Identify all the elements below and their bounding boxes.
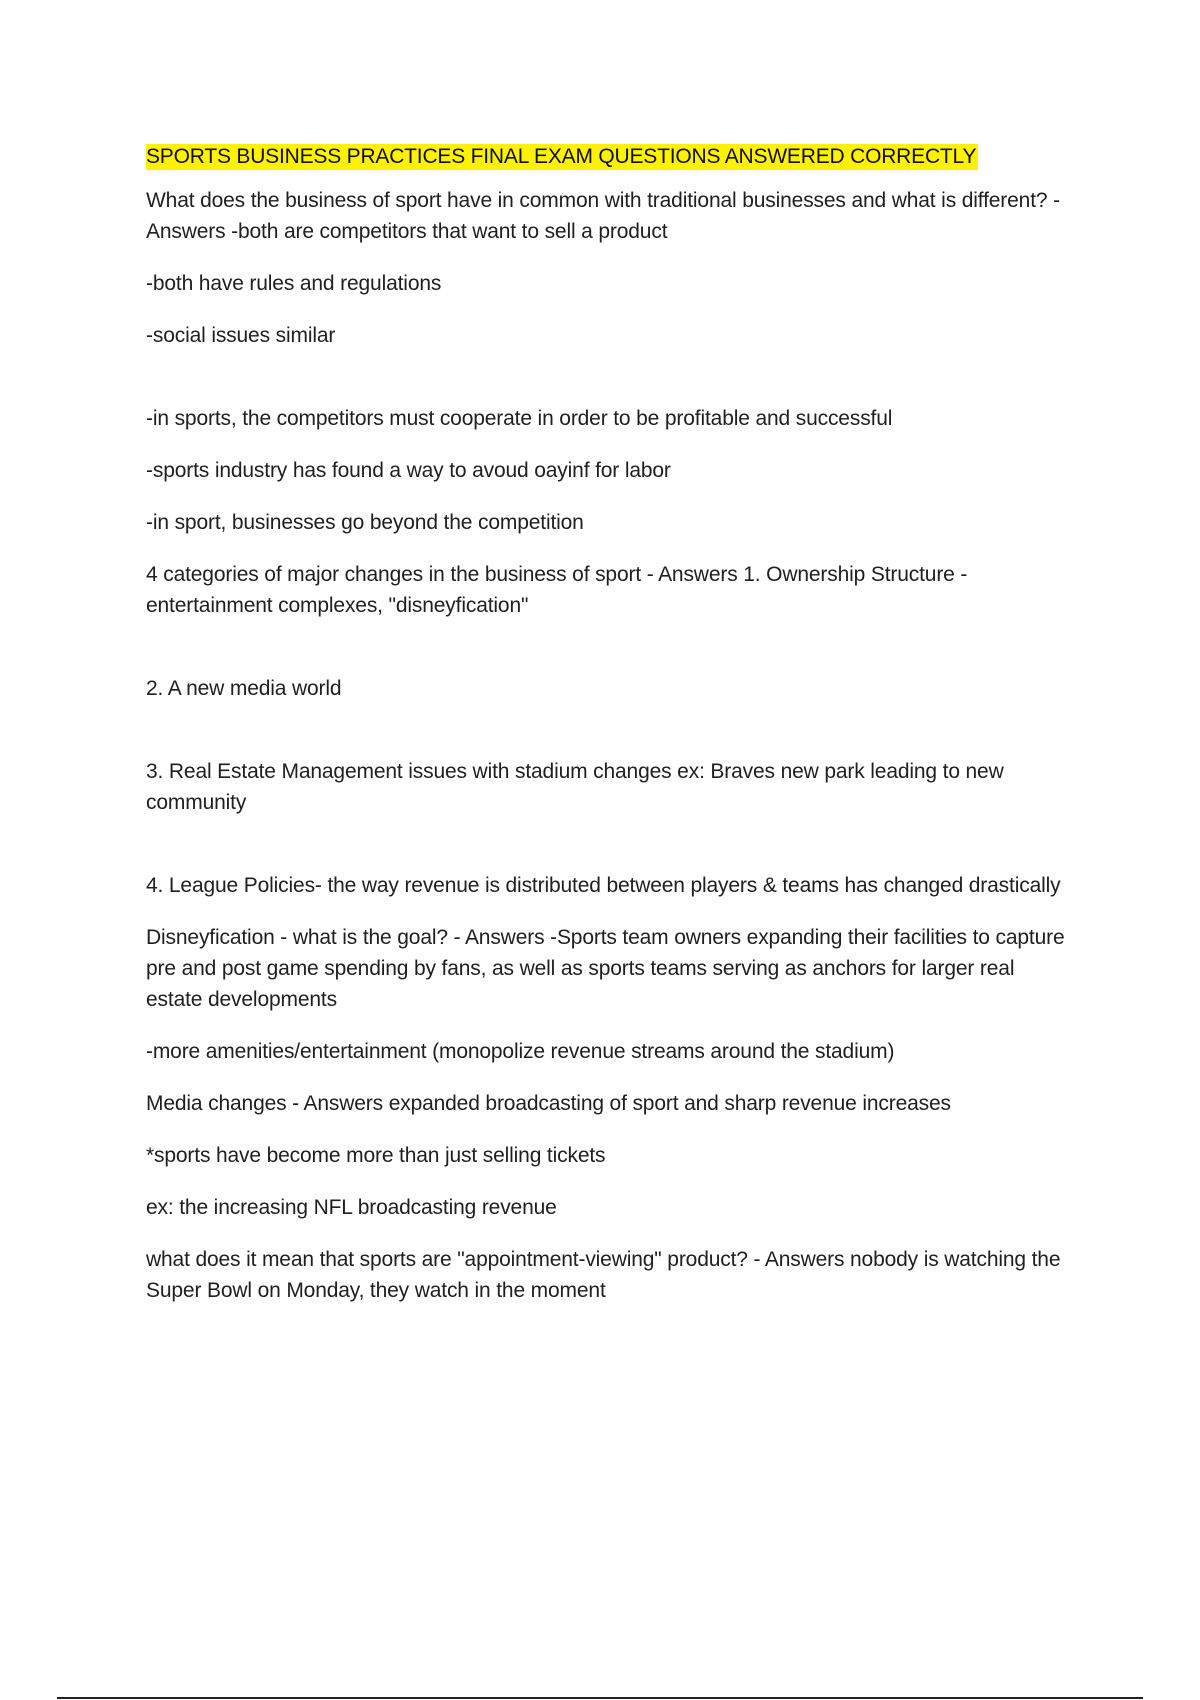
paragraph: -in sport, businesses go beyond the competition <box>146 511 584 534</box>
paragraph: -social issues similar <box>146 324 336 347</box>
paragraph: what does it mean that sports are "appointment-viewing" product? - Answers nobody is watching the Super Bowl on Monday, they watch in the moment <box>146 1248 1061 1302</box>
paragraph: 4 categories of major changes in the business of sport - Answers 1. Ownership Structure - entertainment complexes, "disneyfication" <box>146 563 968 617</box>
paragraph: 2. A new media world <box>146 677 342 700</box>
paragraph: ex: the increasing NFL broadcasting revenue <box>146 1196 557 1219</box>
paragraph: -sports industry has found a way to avoud oayinf for labor <box>146 459 671 482</box>
paragraph-list <box>146 185 1076 1306</box>
paragraph: What does the business of sport have in common with traditional businesses and what is different? - Answers -both are competitors that want to sell a product <box>146 189 1060 243</box>
footer-rule <box>57 1697 1143 1699</box>
paragraph: 3. Real Estate Management issues with stadium changes ex: Braves new park leading to new community <box>146 760 1004 814</box>
paragraph: 4. League Policies- the way revenue is distributed between players & teams has changed drastically <box>146 874 1061 897</box>
paragraph: *sports have become more than just selling tickets <box>146 1144 606 1167</box>
paragraph: Media changes - Answers expanded broadcasting of sport and sharp revenue increases <box>146 1092 951 1115</box>
document-body <box>146 144 1076 1327</box>
paragraph: -in sports, the competitors must cooperate in order to be profitable and successful <box>146 407 893 430</box>
paragraph: -both have rules and regulations <box>146 272 442 295</box>
paragraph: -more amenities/entertainment (monopolize revenue streams around the stadium) <box>146 1040 895 1063</box>
paragraph: Disneyfication - what is the goal? - Answers -Sports team owners expanding their facilities to capture pre and post game spending by fans, as well as sports teams serving as anchors for larger real estate developments <box>146 926 1065 1011</box>
document-title: SPORTS BUSINESS PRACTICES FINAL EXAM QUESTIONS ANSWERED CORRECTLY <box>146 145 977 168</box>
